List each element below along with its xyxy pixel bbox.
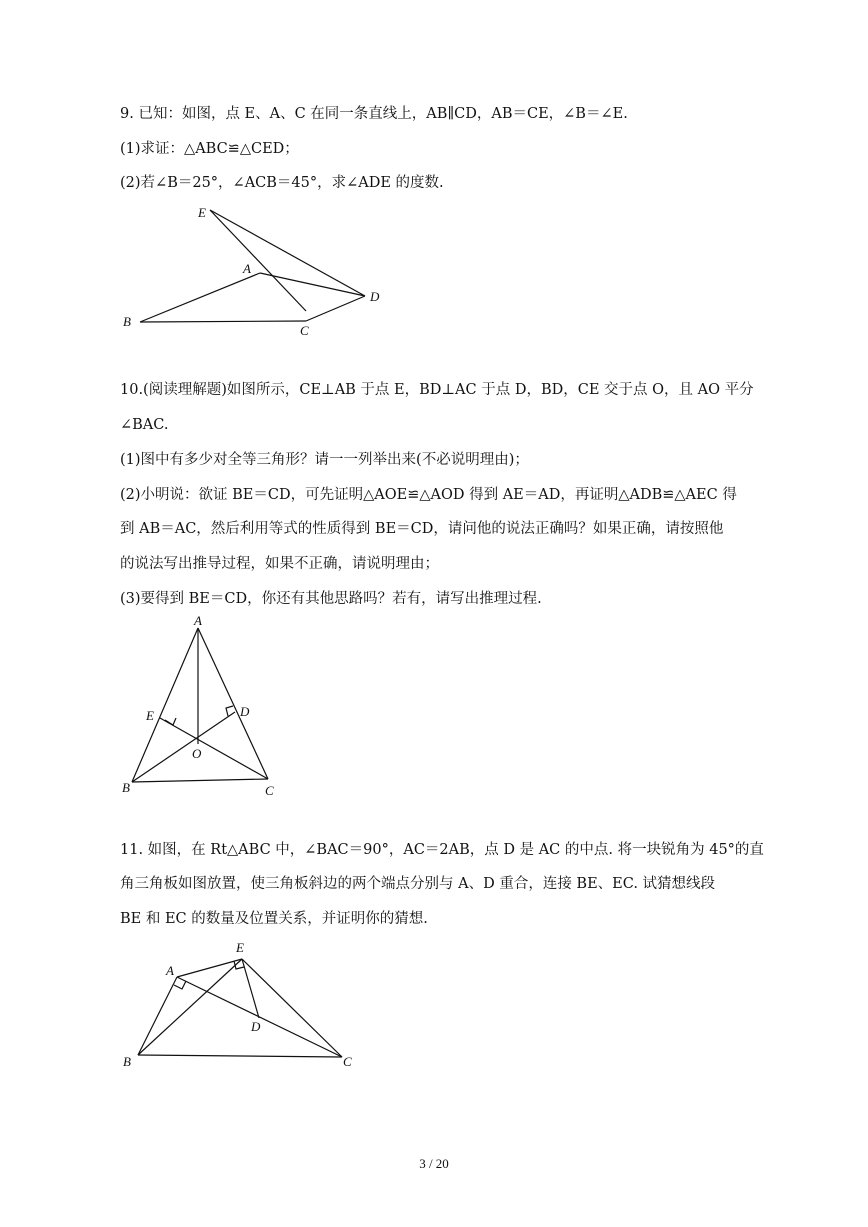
q10-part2-line2: 到 AB＝AC，然后利用等式的性质得到 BE＝CD，请问他的说法正确吗？如果正确，请按照他 xyxy=(120,521,724,537)
q10-part3: (3)要得到 BE＝CD，你还有其他思路吗？若有，请写出推理过程. xyxy=(120,591,542,607)
q10-label-b: B xyxy=(122,780,130,795)
q10-label-o: O xyxy=(192,746,202,761)
q11-stem-line2: 角三角板如图放置，使三角板斜边的两个端点分别与 A、D 重合，连接 BE、EC. 试猜想线段 xyxy=(120,876,716,892)
q9-label-e: E xyxy=(198,205,206,220)
q11-label-a: A xyxy=(166,963,174,978)
q11-stem-line1: 11. 如图，在 Rt△ABC 中，∠BAC＝90°，AC＝2AB，点 D 是 AC 的中点. 将一块锐角为 45°的直 xyxy=(120,842,764,858)
q9-label-d: D xyxy=(370,289,380,304)
q10-part2-line1: (2)小明说：欲证 BE＝CD，可先证明△AOE≌△AOD 得到 AE＝AD，再证明△ADB≌△AEC 得 xyxy=(120,487,737,503)
q9-label-b: B xyxy=(123,314,131,329)
q9-part2: (2)若∠B＝25°，∠ACB＝45°，求∠ADE 的度数. xyxy=(120,175,444,191)
q10-label-a: A xyxy=(194,613,202,628)
q11-figure xyxy=(110,935,370,1075)
q10-label-c: C xyxy=(265,783,274,798)
q11-stem-line3: BE 和 EC 的数量及位置关系，并证明你的猜想. xyxy=(120,911,428,927)
q9-label-a: A xyxy=(243,261,251,276)
q9-label-c: C xyxy=(300,323,309,338)
q11-label-e: E xyxy=(236,940,244,955)
q11-label-b: B xyxy=(123,1054,131,1069)
q11-label-d: D xyxy=(251,1019,261,1034)
q10-label-d: D xyxy=(240,704,250,719)
q10-part2-line3: 的说法写出推导过程，如果不正确，请说明理由； xyxy=(120,556,439,572)
q10-stem-line2: ∠BAC. xyxy=(120,417,169,433)
q10-label-e: E xyxy=(146,708,154,723)
q9-figure xyxy=(110,198,400,343)
q10-figure xyxy=(110,612,300,802)
q9-stem: 9. 已知：如图，点 E、A、C 在同一条直线上，AB∥CD，AB＝CE，∠B＝∠E. xyxy=(120,106,628,122)
q9-part1: (1)求证：△ABC≌△CED； xyxy=(120,141,299,157)
page-number: 3 / 20 xyxy=(419,1156,449,1171)
q10-part1: (1)图中有多少对全等三角形？请一一列举出来(不必说明理由)； xyxy=(120,452,529,468)
q11-label-c: C xyxy=(343,1054,352,1069)
q10-stem-line1: 10.(阅读理解题)如图所示，CE⊥AB 于点 E，BD⊥AC 于点 D，BD，CE 交于点 O，且 AO 平分 xyxy=(120,382,754,398)
